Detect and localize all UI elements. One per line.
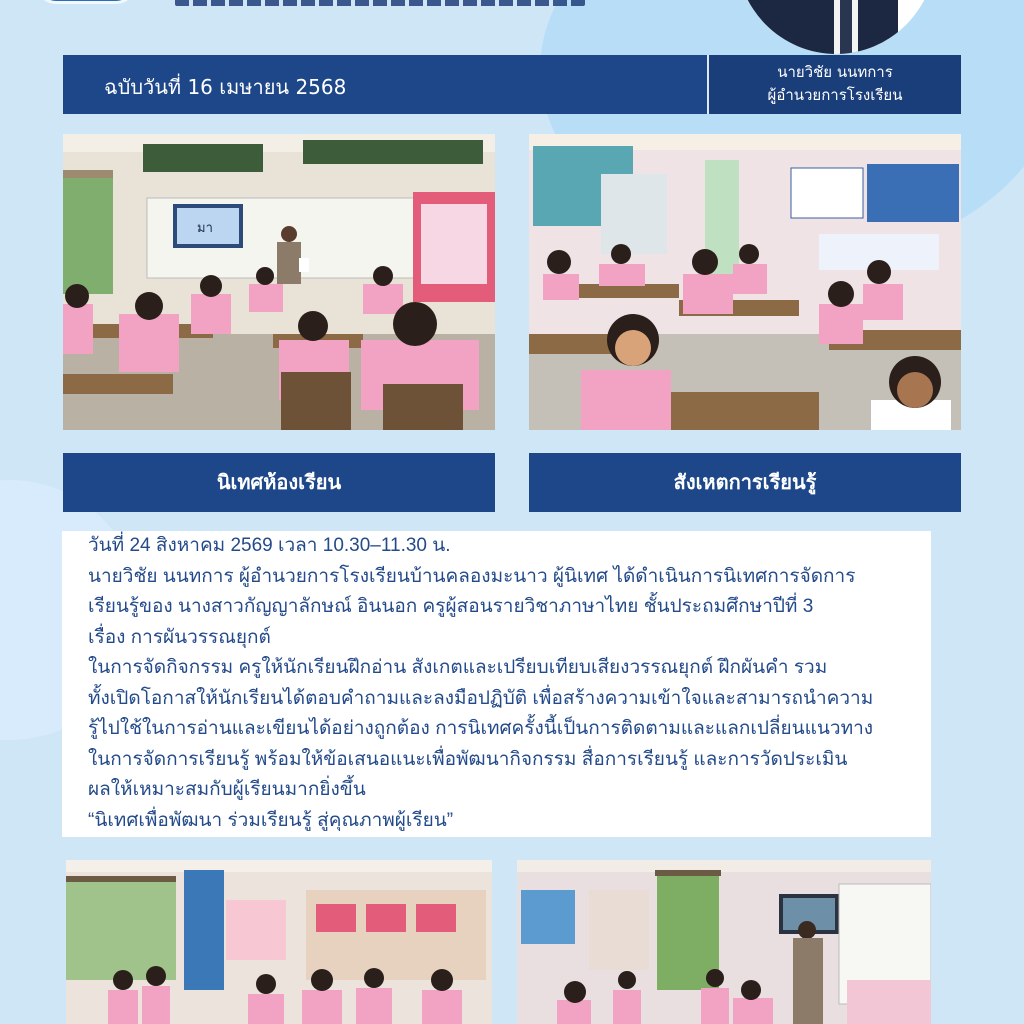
principal-name: นายวิชัย นนทการ bbox=[777, 63, 893, 81]
school-logo bbox=[36, 0, 136, 4]
article-line: รู้ไปใช้ในการอ่านและเขียนได้อย่างถูกต้อง การนิเทศครั้งนี้เป็นการติดตามและแลกเปลี่ยนแนวทาง bbox=[88, 718, 874, 739]
principal-box bbox=[707, 55, 961, 114]
caption-classroom-supervision: นิเทศห้องเรียน bbox=[63, 453, 495, 512]
article-line: เรื่อง การผันวรรณยุกต์ bbox=[88, 626, 271, 648]
article-line: ในการจัดกิจกรรม ครูให้นักเรียนฝึกอ่าน สังเกตและเปรียบเทียบเสียงวรรณยุกต์ ฝึกผันคำ รวม bbox=[88, 657, 828, 678]
article-line: ทั้งเปิดโอกาสให้นักเรียนได้ตอบคำถามและลงมือปฏิบัติ เพื่อสร้างความเข้าใจและสามารถนำความ bbox=[88, 687, 874, 709]
tv-screen-text: มา bbox=[197, 221, 213, 236]
issue-date: ฉบับวันที่ 16 เมษายน 2568 bbox=[104, 75, 347, 99]
article-line: ผลให้เหมาะสมกับผู้เรียนมากยิ่งขึ้น bbox=[88, 779, 366, 800]
principal-title: ผู้อำนวยการโรงเรียน bbox=[767, 86, 903, 104]
article-line: “นิเทศเพื่อพัฒนา ร่วมเรียนรู้ สู่คุณภาพผู้เรียน” bbox=[88, 809, 454, 831]
article-body bbox=[62, 531, 931, 837]
classroom-photo-1 bbox=[63, 134, 495, 430]
article-line: ในการจัดการเรียนรู้ พร้อมให้ข้อเสนอแนะเพื่อพัฒนากิจกรรม สื่อการเรียนรู้ และการวัดประเมิน bbox=[88, 748, 848, 770]
article-line: วันที่ 24 สิงหาคม 2569 เวลา 10.30–11.30 น. bbox=[88, 535, 451, 556]
article-line: นายวิชัย นนทการ ผู้อำนวยการโรงเรียนบ้านคลองมะนาว ผู้นิเทศ ได้ดำเนินการนิเทศการจัดการ bbox=[88, 565, 856, 587]
classroom-photo-4 bbox=[517, 860, 931, 1024]
caption-learning-observation: สังเหตการเรียนรู้ bbox=[529, 453, 961, 512]
classroom-photo-3 bbox=[66, 860, 492, 1024]
classroom-photo-2 bbox=[529, 134, 961, 430]
newsletter-title-cropped bbox=[175, 0, 585, 6]
article-line: เรียนรู้ของ นางสาวกัญญาลักษณ์ อินนอก ครูผู้สอนรายวิชาภาษาไทย ชั้นประถมศึกษาปีที่ 3 bbox=[88, 596, 814, 617]
